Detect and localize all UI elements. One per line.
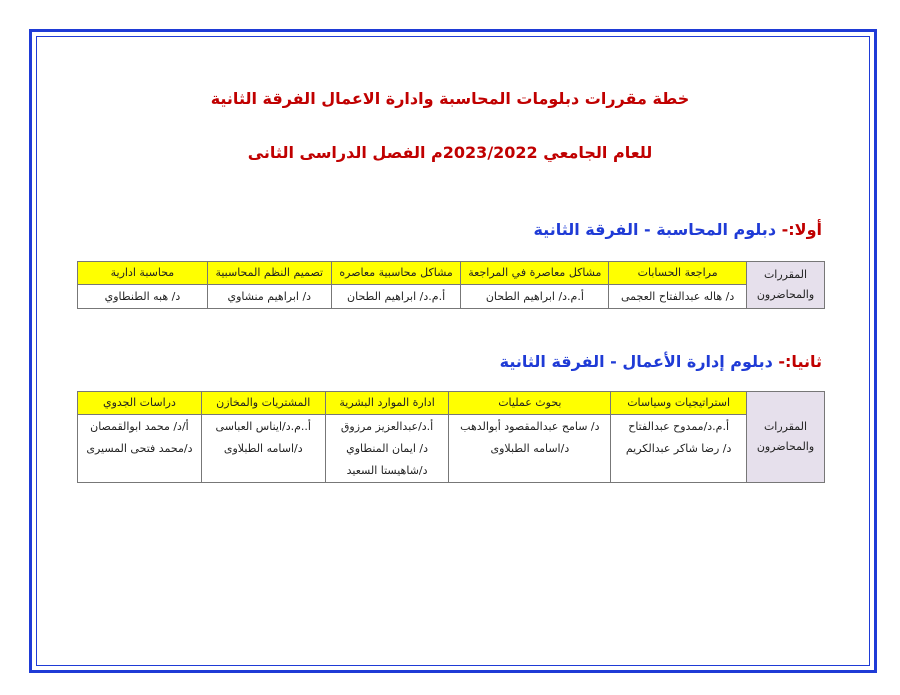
label-line: المقررات [763, 268, 808, 281]
course-name: مشاكل معاصرة في المراجعة [461, 262, 609, 285]
lecturer-name: د/اسامه الطبلاوى [223, 442, 303, 455]
business-courses-table [77, 391, 825, 483]
lecturer-name: د/ رضا شاكر عبدالكريم [625, 442, 732, 455]
label-line: المقررات [763, 420, 808, 433]
section-title: دبلوم المحاسبة - الفرقة الثانية [533, 220, 777, 239]
lecturer-name: د/محمد فتحى المسيرى [86, 442, 193, 455]
accounting-courses-table [77, 261, 825, 309]
course-name: دراسات الجدوي [78, 392, 202, 415]
lecturer-name: د/ هاله عبدالفتاح العجمى [609, 285, 747, 309]
courses-lecturers-label [747, 262, 825, 309]
table-row [78, 392, 825, 415]
lecturer-name: أ/د/ محمد ابوالقمصان [90, 420, 189, 433]
course-name: مشاكل محاسبية معاصره [331, 262, 461, 285]
table-row [78, 262, 825, 285]
course-name: محاسبة ادارية [78, 262, 208, 285]
lecturer-name: د/ ابراهيم منشاوي [207, 285, 331, 309]
lecturer-cell [449, 415, 611, 483]
table-row [78, 415, 825, 483]
label-line: والمحاضرون [756, 440, 815, 453]
courses-lecturers-label [747, 392, 825, 483]
section-title: دبلوم إدارة الأعمال - الفرقة الثانية [499, 352, 773, 371]
label-line: والمحاضرون [756, 288, 815, 301]
lecturer-cell [201, 415, 325, 483]
course-name: المشتريات والمخازن [201, 392, 325, 415]
section-lead: أولا:- [781, 220, 822, 239]
document-title: خطة مقررات دبلومات المحاسبة وادارة الاعمال الفرقة الثانية [210, 89, 690, 108]
page-border-inner [36, 36, 870, 666]
course-name: مراجعة الحسابات [609, 262, 747, 285]
course-name: تصميم النظم المحاسبية [207, 262, 331, 285]
section-heading-business [500, 352, 822, 371]
lecturer-name: د/اسامه الطبلاوى [490, 442, 570, 455]
section-lead: ثانيا:- [778, 352, 822, 371]
lecturer-name: أ.م.د/ ابراهيم الطحان [331, 285, 461, 309]
lecturer-name: د/شاهيستا السعيد [346, 464, 428, 477]
lecturer-cell [611, 415, 747, 483]
lecturer-name: أ.م.د/ ابراهيم الطحان [461, 285, 609, 309]
lecturer-name: د/ هبه الطنطاوي [78, 285, 208, 309]
table-row [78, 285, 825, 309]
lecturer-name: أ.د/عبدالعزيز مرزوق [340, 420, 434, 433]
lecturer-cell [325, 415, 449, 483]
academic-year-subtitle: للعام الجامعي 2023/2022م الفصل الدراسى الثانى [247, 143, 653, 162]
lecturer-name: أ.م.د/ممدوح عبدالفتاح [628, 420, 730, 433]
lecturer-name: د/ ايمان المنطاوي [346, 442, 429, 455]
section-heading-accounting [533, 220, 822, 239]
lecturer-name: أ..م.د/ايناس العباسى [215, 420, 311, 433]
course-name: ادارة الموارد البشرية [325, 392, 449, 415]
lecturer-cell [78, 415, 202, 483]
course-name: استراتيجيات وسياسات [611, 392, 747, 415]
lecturer-name: د/ سامح عبدالمقصود أبوالدهب [460, 420, 600, 433]
course-name: بحوث عمليات [449, 392, 611, 415]
